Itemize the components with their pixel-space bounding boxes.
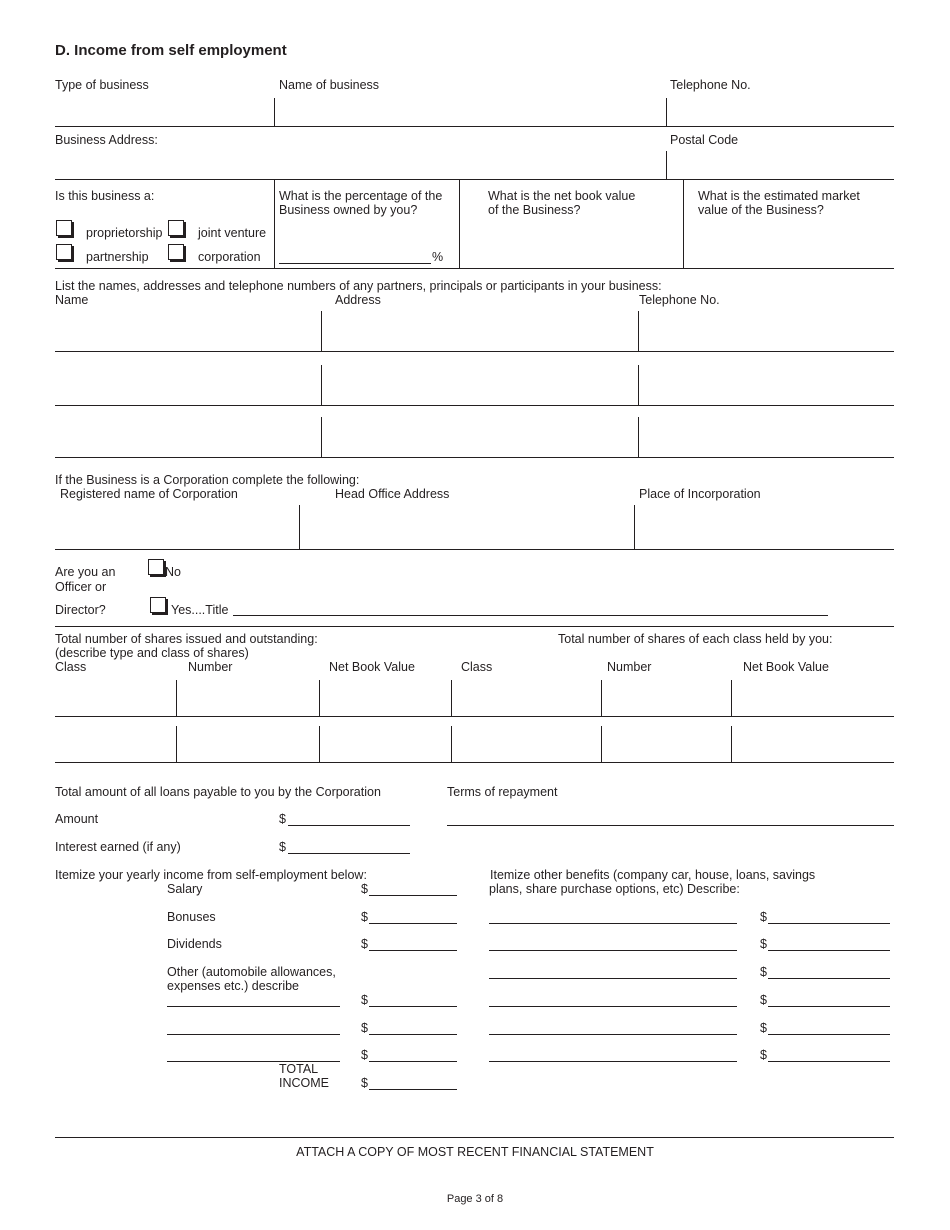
percent-sign: %: [432, 250, 444, 264]
officer-no-label: No: [165, 565, 181, 579]
place-of-incorporation-field[interactable]: [636, 506, 894, 548]
share-number-field[interactable]: [178, 727, 318, 761]
amount-field[interactable]: [288, 825, 410, 826]
other-describe-field[interactable]: [167, 1034, 340, 1035]
telephone-label: Telephone No.: [670, 78, 751, 92]
benefit-describe-field[interactable]: [489, 923, 737, 924]
row-line: [55, 549, 894, 550]
divider: [274, 98, 275, 126]
shares-held-col-number: Number: [607, 660, 652, 674]
postal-code-label: Postal Code: [670, 133, 739, 147]
name-of-business-field[interactable]: [276, 96, 665, 126]
salary-label: Salary: [167, 882, 203, 896]
divider: [451, 726, 452, 762]
terms-label: Terms of repayment: [447, 785, 558, 799]
joint-venture-label: joint venture: [198, 226, 267, 240]
share-class-field[interactable]: [55, 727, 175, 761]
salary-field[interactable]: [369, 895, 457, 896]
benefit-describe-field[interactable]: [489, 978, 737, 979]
divider: [459, 180, 460, 268]
partner-name-field[interactable]: [55, 418, 319, 456]
officer-title-field[interactable]: [233, 615, 828, 616]
officer-yes-checkbox[interactable]: [150, 597, 166, 613]
divider: [176, 726, 177, 762]
income-intro: Itemize your yearly income from self-employment below:: [55, 868, 367, 882]
other-amount-field[interactable]: [369, 1006, 457, 1007]
officer-no-checkbox[interactable]: [148, 559, 164, 575]
divider: [666, 98, 667, 126]
share-number-field[interactable]: [178, 681, 318, 715]
net-book-value-field[interactable]: [462, 225, 680, 265]
percentage-question: What is the percentage of the Business owned by you?: [279, 189, 443, 217]
held-number-field[interactable]: [603, 727, 730, 761]
benefit-describe-field[interactable]: [489, 1006, 737, 1007]
footer-rule: [55, 1137, 894, 1138]
share-class-field[interactable]: [55, 681, 175, 715]
joint-venture-checkbox[interactable]: [168, 220, 184, 236]
divider: [634, 505, 635, 549]
other-label-line1: Other (automobile allowances,: [167, 965, 336, 979]
business-address-field[interactable]: [55, 150, 664, 179]
benefit-describe-field[interactable]: [489, 1061, 737, 1062]
terms-field[interactable]: [447, 825, 894, 826]
partner-phone-field[interactable]: [640, 366, 894, 404]
other-describe-field[interactable]: [167, 1006, 340, 1007]
partners-col-phone: Telephone No.: [639, 293, 720, 307]
corporation-label: corporation: [198, 250, 261, 264]
partner-phone-field[interactable]: [640, 418, 894, 456]
held-number-field[interactable]: [603, 681, 730, 715]
benefit-dollar: $: [760, 993, 767, 1007]
divider: [731, 680, 732, 716]
row-line: [55, 351, 894, 352]
type-of-business-label: Type of business: [55, 78, 149, 92]
other-amount-field[interactable]: [369, 1034, 457, 1035]
total-income-field[interactable]: [369, 1089, 457, 1090]
partner-name-field[interactable]: [55, 312, 319, 350]
held-class-field[interactable]: [453, 727, 600, 761]
row-line: [55, 762, 894, 763]
benefits-intro-line2: plans, share purchase options, etc) Describe:: [489, 882, 740, 896]
type-of-business-field[interactable]: [55, 96, 273, 126]
place-of-incorporation-label: Place of Incorporation: [639, 487, 761, 501]
corporation-checkbox[interactable]: [168, 244, 184, 260]
proprietorship-checkbox[interactable]: [56, 220, 72, 236]
divider: [321, 417, 322, 457]
telephone-field[interactable]: [668, 96, 894, 126]
total-dollar: $: [361, 1076, 368, 1090]
divider: [321, 311, 322, 351]
head-office-label: Head Office Address: [335, 487, 450, 501]
benefit-dollar: $: [760, 1021, 767, 1035]
benefit-dollar: $: [760, 1048, 767, 1062]
page-number: Page 3 of 8: [446, 1193, 504, 1205]
shares-held-by-you: Total number of shares of each class held by you:: [558, 632, 833, 646]
shares-describe: (describe type and class of shares): [55, 646, 249, 660]
partners-col-address: Address: [335, 293, 381, 307]
benefit-amount-field[interactable]: [768, 950, 890, 951]
benefit-dollar: $: [760, 910, 767, 924]
row-line: [55, 716, 894, 717]
total-label-line1: TOTAL: [279, 1062, 319, 1076]
divider: [601, 680, 602, 716]
divider: [321, 365, 322, 405]
benefit-amount-field[interactable]: [768, 1061, 890, 1062]
proprietorship-label: proprietorship: [86, 226, 163, 240]
divider: [731, 726, 732, 762]
divider: [666, 151, 667, 179]
bonuses-field[interactable]: [369, 923, 457, 924]
interest-label: Interest earned (if any): [55, 840, 181, 854]
shares-col-class: Class: [55, 660, 87, 674]
bonuses-label: Bonuses: [167, 910, 216, 924]
benefit-dollar: $: [760, 937, 767, 951]
other-dollar: $: [361, 1021, 368, 1035]
shares-held-col-nbv: Net Book Value: [743, 660, 829, 674]
row-line: [55, 405, 894, 406]
net-book-question: What is the net book value of the Business?: [488, 189, 636, 217]
name-of-business-label: Name of business: [279, 78, 380, 92]
shares-held-col-class: Class: [461, 660, 493, 674]
other-dollar: $: [361, 993, 368, 1007]
partner-phone-field[interactable]: [640, 312, 894, 350]
held-nbv-field[interactable]: [733, 681, 894, 715]
divider: [683, 180, 684, 268]
row-line: [55, 268, 894, 269]
divider: [451, 680, 452, 716]
held-class-field[interactable]: [453, 681, 600, 715]
benefit-amount-field[interactable]: [768, 923, 890, 924]
is-business-label: Is this business a:: [55, 189, 155, 203]
divider: [319, 726, 320, 762]
benefit-describe-field[interactable]: [489, 1034, 737, 1035]
officer-question-line2: Officer or: [55, 580, 107, 594]
bonuses-dollar: $: [361, 910, 368, 924]
corporation-intro: If the Business is a Corporation complete the following:: [55, 473, 360, 487]
shares-total-issued: Total number of shares issued and outstanding:: [55, 632, 318, 646]
other-amount-field[interactable]: [369, 1061, 457, 1062]
row-line: [55, 179, 894, 180]
share-nbv-field[interactable]: [321, 681, 450, 715]
dividends-dollar: $: [361, 937, 368, 951]
interest-field[interactable]: [288, 853, 410, 854]
other-dollar: $: [361, 1048, 368, 1062]
percentage-field[interactable]: [279, 263, 431, 264]
partners-intro: List the names, addresses and telephone numbers of any partners, principals or participants in your business:: [55, 279, 662, 293]
attach-statement-note: ATTACH A COPY OF MOST RECENT FINANCIAL STATEMENT: [296, 1145, 654, 1159]
benefits-intro-line1: Itemize other benefits (company car, house, loans, savings: [490, 868, 816, 882]
row-line: [55, 126, 894, 127]
share-nbv-field[interactable]: [321, 727, 450, 761]
dividends-label: Dividends: [167, 937, 222, 951]
other-label-line2: expenses etc.) describe: [167, 979, 300, 993]
section-title: D. Income from self employment: [55, 42, 287, 59]
officer-question-line3: Director?: [55, 603, 106, 617]
registered-name-field[interactable]: [55, 506, 297, 548]
dividends-field[interactable]: [369, 950, 457, 951]
divider: [319, 680, 320, 716]
postal-code-field[interactable]: [668, 150, 894, 179]
shares-col-nbv: Net Book Value: [329, 660, 415, 674]
partner-name-field[interactable]: [55, 366, 319, 404]
partner-address-field[interactable]: [323, 366, 636, 404]
row-line: [55, 626, 894, 627]
officer-yes-label: Yes....Title: [171, 603, 229, 617]
benefit-amount-field[interactable]: [768, 978, 890, 979]
row-line: [55, 457, 894, 458]
partner-address-field[interactable]: [323, 312, 636, 350]
interest-dollar: $: [279, 840, 286, 854]
divider: [176, 680, 177, 716]
divider: [299, 505, 300, 549]
divider: [274, 180, 275, 268]
business-address-label: Business Address:: [55, 133, 158, 147]
partnership-checkbox[interactable]: [56, 244, 72, 260]
divider: [638, 311, 639, 351]
market-value-question: What is the estimated market value of the Business?: [698, 189, 860, 217]
partner-address-field[interactable]: [323, 418, 636, 456]
loans-total-label: Total amount of all loans payable to you by the Corporation: [55, 785, 381, 799]
benefit-amount-field[interactable]: [768, 1034, 890, 1035]
divider: [638, 417, 639, 457]
partnership-label: partnership: [86, 250, 149, 264]
partners-col-name: Name: [55, 293, 89, 307]
amount-dollar: $: [279, 812, 286, 826]
benefit-describe-field[interactable]: [489, 950, 737, 951]
divider: [601, 726, 602, 762]
benefit-amount-field[interactable]: [768, 1006, 890, 1007]
market-value-field[interactable]: [686, 225, 894, 265]
amount-label: Amount: [55, 812, 99, 826]
total-label-line2: INCOME: [279, 1076, 329, 1090]
registered-name-label: Registered name of Corporation: [60, 487, 238, 501]
head-office-field[interactable]: [301, 506, 632, 548]
shares-col-number: Number: [188, 660, 233, 674]
benefit-dollar: $: [760, 965, 767, 979]
divider: [638, 365, 639, 405]
salary-dollar: $: [361, 882, 368, 896]
held-nbv-field[interactable]: [733, 727, 894, 761]
officer-question-line1: Are you an: [55, 565, 116, 579]
